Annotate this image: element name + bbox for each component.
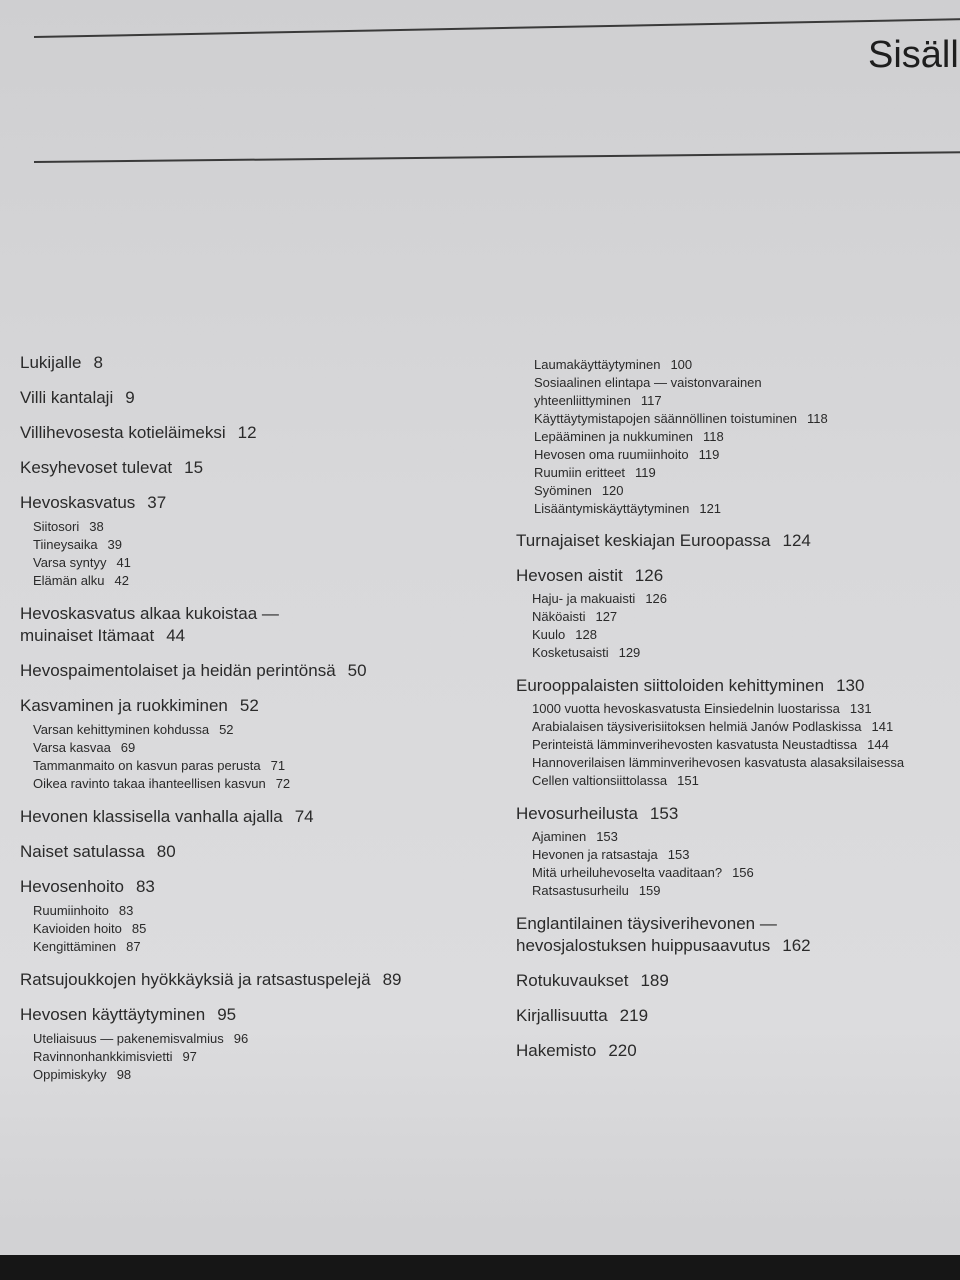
toc-heading-page: 15 <box>184 458 204 477</box>
toc-subentry-page: 159 <box>638 883 661 898</box>
toc-subentry-page: 117 <box>640 393 662 408</box>
toc-subentry <box>534 500 956 518</box>
toc-heading-title: Hevoskasvatus alkaa kukoistaa — <box>20 604 279 623</box>
toc-subentry-title: Kengittäminen <box>33 939 117 954</box>
toc-subentry-title: Tiineysaika <box>33 537 98 552</box>
toc-section <box>20 603 500 647</box>
toc-heading <box>20 660 500 682</box>
toc-section <box>20 806 500 828</box>
toc-subentry <box>532 644 956 662</box>
toc-section <box>516 1040 956 1062</box>
toc-continued-subentries <box>516 356 956 518</box>
toc-subentry-page: 100 <box>670 357 693 372</box>
toc-subentry-page: 38 <box>89 519 104 534</box>
toc-subentry <box>532 608 956 626</box>
toc-section <box>20 387 500 409</box>
toc-subentry <box>33 739 500 757</box>
toc-heading <box>20 492 500 514</box>
toc-heading-page: 83 <box>135 877 155 896</box>
toc-section <box>20 876 500 956</box>
toc-subentry-page: 151 <box>677 773 699 788</box>
toc-subentry-title: Arabialaisen täysiverisiitoksen helmiä Janów Podlaskissa <box>532 719 862 734</box>
toc-subentry-title: Oppimiskyky <box>33 1067 107 1082</box>
toc-subentry-title: Uteliaisuus — pakenemisvalmius <box>33 1031 224 1046</box>
toc-heading <box>20 969 500 991</box>
toc-subentry <box>534 392 956 410</box>
toc-subentry <box>33 920 500 938</box>
toc-heading <box>516 565 956 587</box>
toc-subentry-page: 83 <box>118 903 134 918</box>
toc-subentry <box>532 626 956 644</box>
toc-subentry <box>33 1048 500 1066</box>
toc-right-column <box>516 356 956 1062</box>
toc-subentry-title: Lepääminen ja nukkuminen <box>534 429 693 444</box>
toc-heading <box>20 876 500 898</box>
toc-subentries <box>532 590 956 662</box>
toc-subentry-page: 118 <box>807 411 828 426</box>
toc-heading <box>516 913 956 935</box>
toc-subentry-title: Kosketusaisti <box>532 645 609 660</box>
toc-subentry-title: Varsan kehittyminen kohdussa <box>33 722 210 737</box>
toc-heading-title-line2: muinaiset Itämaat <box>20 626 155 645</box>
toc-heading <box>20 457 500 479</box>
toc-heading-page: 50 <box>347 661 367 680</box>
toc-subentry <box>33 554 500 572</box>
toc-subentry <box>534 464 956 482</box>
toc-section <box>20 422 500 444</box>
toc-heading-page: 124 <box>782 531 811 550</box>
toc-subentry <box>532 754 956 772</box>
toc-heading-title: Hevosurheilusta <box>516 804 638 823</box>
toc-heading-title: Turnajaiset keskiajan Euroopassa <box>516 531 771 550</box>
toc-subentry <box>33 1030 500 1048</box>
toc-subentry-page: 121 <box>699 501 722 516</box>
toc-subentry-page: 96 <box>233 1031 249 1046</box>
toc-subentry-title: Kuulo <box>532 627 566 642</box>
toc-heading <box>516 970 956 992</box>
toc-subentry <box>532 882 956 900</box>
toc-heading-title: Hevosen käyttäytyminen <box>20 1005 206 1024</box>
toc-subentry <box>33 572 500 590</box>
toc-subentry <box>532 846 956 864</box>
toc-heading-title: Hevosenhoito <box>20 877 124 896</box>
toc-heading <box>20 841 500 863</box>
toc-subentry <box>532 590 956 608</box>
toc-heading <box>516 530 956 552</box>
toc-heading-title: Naiset satulassa <box>20 842 145 861</box>
toc-section <box>20 492 500 590</box>
toc-subentry-title: Perinteistä lämminverihevosten kasvatusta Neustadtissa <box>532 737 858 752</box>
toc-subentry-title: Kavioiden hoito <box>33 921 122 936</box>
header-rule <box>34 151 960 163</box>
toc-subentry <box>534 428 956 446</box>
toc-subentry <box>534 374 956 392</box>
toc-subentry <box>534 356 956 374</box>
toc-subentry <box>532 772 956 790</box>
toc-heading-page: 12 <box>237 423 257 442</box>
toc-subentry-title: Ajaminen <box>532 829 587 844</box>
toc-subentry-title: Oikea ravinto takaa ihanteellisen kasvun <box>33 776 266 791</box>
toc-heading-title: Ratsujoukkojen hyökkäyksiä ja ratsastuspelejä <box>20 970 371 989</box>
toc-subentry-title: Ravinnonhankkimisvietti <box>33 1049 173 1064</box>
toc-subentry <box>33 902 500 920</box>
toc-heading-page: 162 <box>782 936 811 955</box>
toc-heading-title: Villi kantalaji <box>20 388 114 407</box>
toc-section <box>516 1005 956 1027</box>
toc-subentry-title: Mitä urheiluhevoselta vaaditaan? <box>532 865 723 880</box>
toc-subentry-title: Haju- ja makuaisti <box>532 591 636 606</box>
toc-subentry <box>532 864 956 882</box>
toc-subentry-page: 153 <box>596 829 618 844</box>
toc-subentry-page: 119 <box>698 447 720 462</box>
toc-subentry-page: 144 <box>867 737 889 752</box>
toc-subentry-title: Lisääntymiskäyttäytyminen <box>534 501 690 516</box>
toc-subentry-title: Siitosori <box>33 519 80 534</box>
toc-subentry <box>534 482 956 500</box>
toc-heading-title: Eurooppalaisten siittoloiden kehittyminen <box>516 676 825 695</box>
toc-heading-page: 74 <box>294 807 314 826</box>
page-bottom-edge <box>0 1255 960 1280</box>
toc-subentry <box>33 518 500 536</box>
toc-heading-title: Kesyhevoset tulevat <box>20 458 173 477</box>
toc-heading <box>20 422 500 444</box>
toc-subentry-title: Hevonen ja ratsastaja <box>532 847 658 862</box>
toc-subentry <box>33 721 500 739</box>
toc-subentry-page: 87 <box>126 939 141 954</box>
toc-heading <box>516 803 956 825</box>
toc-subentry-page: 85 <box>131 921 147 936</box>
toc-section <box>20 1004 500 1084</box>
toc-heading-page: 80 <box>156 842 176 861</box>
toc-subentries <box>532 700 956 790</box>
toc-subentry-title: 1000 vuotta hevoskasvatusta Einsiedelnin luostarissa <box>532 701 840 716</box>
toc-section <box>516 565 956 662</box>
toc-heading-title: Hevospaimentolaiset ja heidän perintönsä <box>20 661 336 680</box>
toc-section <box>20 969 500 991</box>
toc-section <box>20 841 500 863</box>
toc-section <box>516 913 956 957</box>
toc-section <box>20 660 500 682</box>
toc-heading-page: 126 <box>634 566 664 585</box>
toc-subentry-page: 131 <box>849 701 872 716</box>
toc-heading <box>20 352 500 374</box>
toc-subentries <box>532 828 956 900</box>
toc-heading-title: Kasvaminen ja ruokkiminen <box>20 696 228 715</box>
toc-subentry <box>33 1066 500 1084</box>
toc-subentry-page: 39 <box>107 537 123 552</box>
toc-heading-continued <box>20 625 500 647</box>
toc-heading-title: Hevosen aistit <box>516 566 623 585</box>
toc-section <box>516 530 956 552</box>
toc-heading <box>20 695 500 717</box>
toc-heading <box>20 806 500 828</box>
toc-subentry-title: Varsa syntyy <box>33 555 107 570</box>
toc-subentry <box>532 718 956 736</box>
toc-subentry-title: Näköaisti <box>532 609 586 624</box>
toc-subentries <box>33 902 500 956</box>
toc-heading-page: 95 <box>217 1005 237 1024</box>
toc-subentry-page: 41 <box>116 555 131 570</box>
toc-subentry-page: 119 <box>635 465 656 480</box>
toc-section <box>20 457 500 479</box>
toc-subentry-page: 72 <box>275 776 291 791</box>
toc-heading-page: 9 <box>125 388 135 407</box>
toc-subentry-title: Hannoverilaisen lämminverihevosen kasvatusta alasaksilaisessa <box>532 755 905 770</box>
toc-subentry-page: 156 <box>732 865 754 880</box>
toc-section <box>516 803 956 900</box>
toc-subentry <box>534 410 956 428</box>
toc-subentries <box>33 518 500 590</box>
toc-subentry-page: 97 <box>182 1049 197 1064</box>
toc-subentry-title: Hevosen oma ruumiinhoito <box>534 447 689 462</box>
toc-heading-page: 220 <box>608 1041 637 1060</box>
toc-subentry <box>33 775 500 793</box>
toc-heading-title: Hevoskasvatus <box>20 493 136 512</box>
toc-subentry-title: Laumakäyttäytyminen <box>534 357 661 372</box>
toc-section <box>20 695 500 793</box>
toc-subentry <box>534 446 956 464</box>
toc-heading-title: Englantilainen täysiverihevonen — <box>516 914 777 933</box>
toc-heading-title: Villihevosesta kotieläimeksi <box>20 423 226 442</box>
toc-heading-page: 52 <box>239 696 259 715</box>
toc-subentry-page: 127 <box>595 609 618 624</box>
toc-subentry-title: Cellen valtionsiittolassa <box>532 773 668 788</box>
toc-subentries <box>33 1030 500 1084</box>
toc-subentry <box>532 828 956 846</box>
toc-heading-title: Hakemisto <box>516 1041 597 1060</box>
toc-heading-page: 189 <box>640 971 669 990</box>
toc-subentry-title: Ruumiinhoito <box>33 903 109 918</box>
toc-heading-title: Kirjallisuutta <box>516 1006 608 1025</box>
toc-heading-page: 219 <box>619 1006 649 1025</box>
toc-left-column <box>20 352 500 1084</box>
toc-heading-page: 130 <box>836 676 865 695</box>
toc-subentry-page: 118 <box>703 429 724 444</box>
toc-subentry <box>532 736 956 754</box>
toc-subentry-title: Elämän alku <box>33 573 105 588</box>
toc-section <box>516 970 956 992</box>
toc-subentry-page: 128 <box>575 627 597 642</box>
toc-heading <box>516 1040 956 1062</box>
toc-section <box>20 352 500 374</box>
toc-subentry-page: 69 <box>120 740 136 755</box>
top-rule <box>34 18 960 38</box>
toc-subentry <box>532 700 956 718</box>
toc-subentry <box>33 536 500 554</box>
toc-right-sections <box>516 530 956 1062</box>
toc-section <box>516 675 956 790</box>
toc-subentry-page: 71 <box>270 758 286 773</box>
toc-heading-page: 37 <box>147 493 167 512</box>
toc-heading <box>516 1005 956 1027</box>
toc-subentry-page: 98 <box>116 1067 132 1082</box>
toc-subentry <box>33 938 500 956</box>
toc-heading-continued <box>516 935 956 957</box>
toc-subentry-page: 126 <box>645 591 668 606</box>
toc-subentry-title: Ratsastusurheilu <box>532 883 629 898</box>
toc-heading <box>516 675 956 697</box>
toc-heading-title: Hevonen klassisella vanhalla ajalla <box>20 807 283 826</box>
toc-heading <box>20 387 500 409</box>
toc-subentry-page: 141 <box>871 719 894 734</box>
toc-subentry-page: 42 <box>114 573 130 588</box>
toc-heading-page: 153 <box>649 804 679 823</box>
toc-heading-page: 8 <box>93 353 103 372</box>
toc-subentry-page: 52 <box>219 722 234 737</box>
toc-subentry-title: yhteenliittyminen <box>534 393 631 408</box>
toc-heading <box>20 603 500 625</box>
toc-subentry-page: 120 <box>601 483 624 498</box>
page-title: Sisäll <box>868 34 959 76</box>
toc-subentry <box>33 757 500 775</box>
toc-heading-page: 44 <box>166 626 186 645</box>
toc-subentry-page: 129 <box>618 645 641 660</box>
toc-heading-title: Rotukuvaukset <box>516 971 629 990</box>
toc-heading <box>20 1004 500 1026</box>
toc-heading-title-line2: hevosjalostuksen huippusaavutus <box>516 936 771 955</box>
toc-subentry-title: Käyttäytymistapojen säännöllinen toistuminen <box>534 411 798 426</box>
toc-subentry-title: Sosiaalinen elintapa — vaistonvarainen <box>534 375 762 390</box>
toc-subentry-title: Tammanmaito on kasvun paras perusta <box>33 758 261 773</box>
toc-subentry-title: Ruumiin eritteet <box>534 465 626 480</box>
toc-heading-title: Lukijalle <box>20 353 82 372</box>
toc-subentry-title: Syöminen <box>534 483 592 498</box>
toc-heading-page: 89 <box>382 970 402 989</box>
toc-subentry-title: Varsa kasvaa <box>33 740 111 755</box>
toc-subentry-page: 153 <box>667 847 690 862</box>
toc-subentries <box>33 721 500 793</box>
